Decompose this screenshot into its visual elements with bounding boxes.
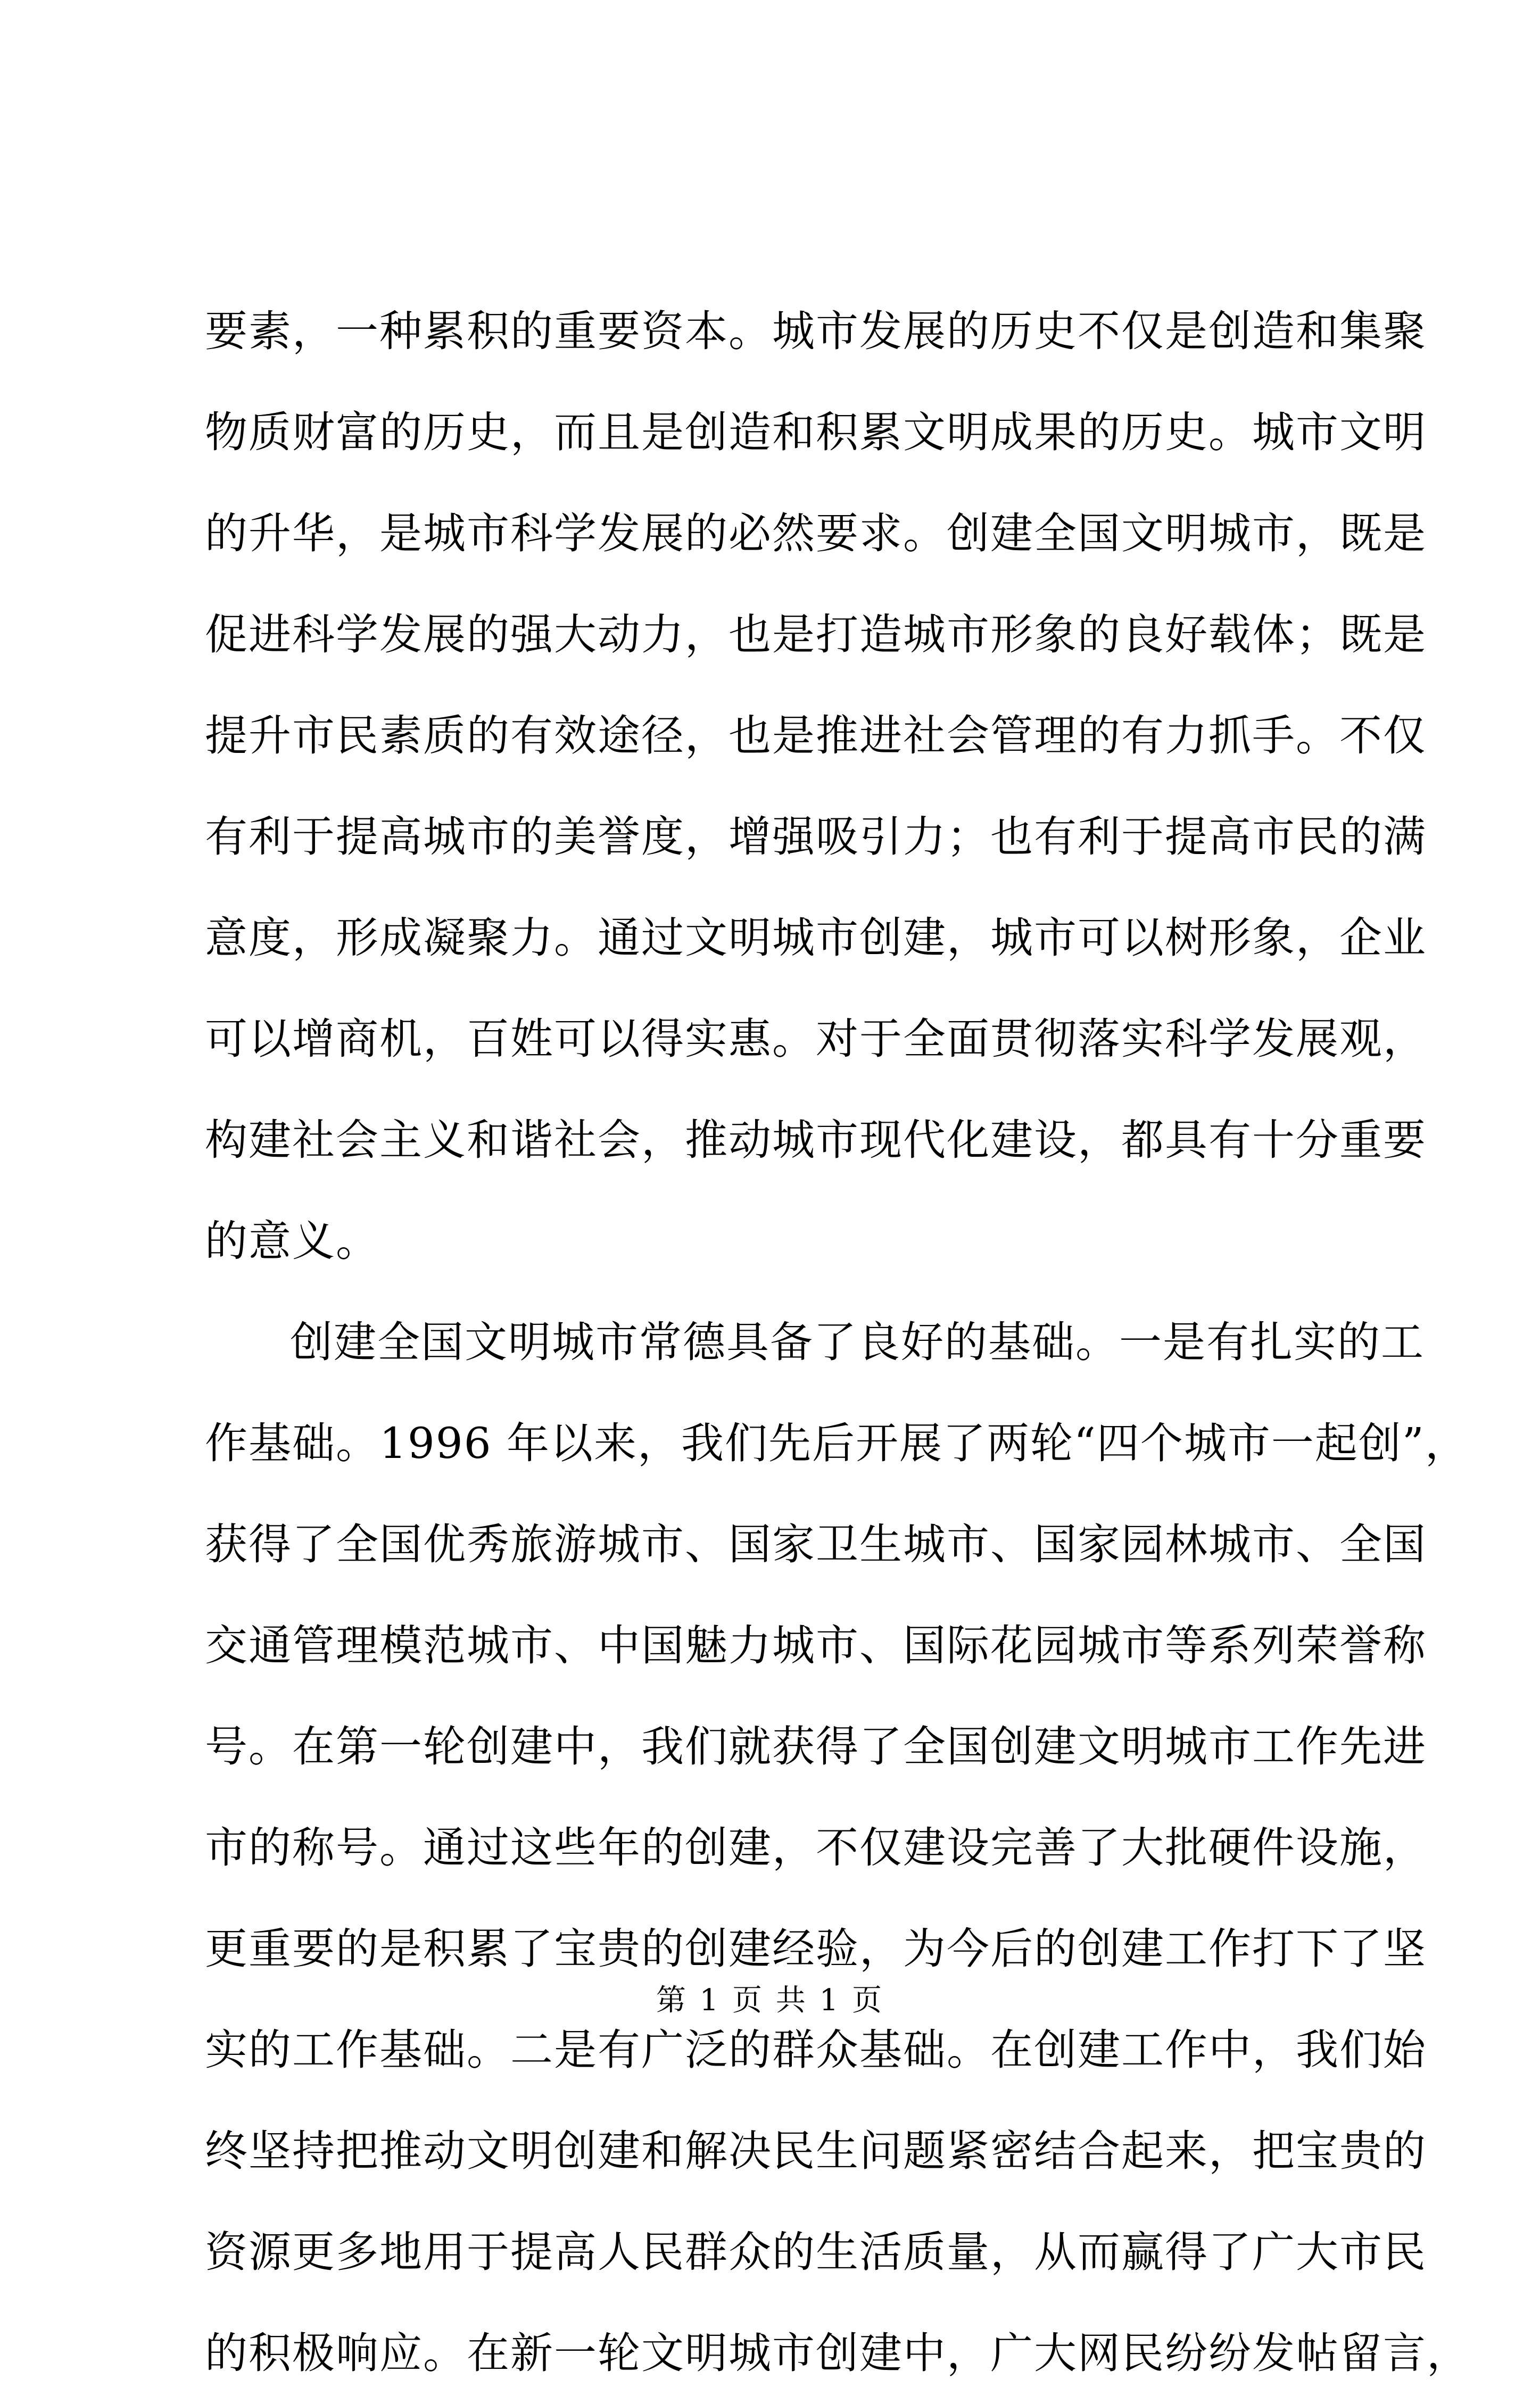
text-line: 的升华，是城市科学发展的必然要求。创建全国文明城市，既是 [205,509,1427,558]
text-line: 获得了全国优秀旅游城市、国家卫生城市、国家园林城市、全国 [205,1520,1427,1569]
text-line: 要素，一种累积的重要资本。城市发展的历史不仅是创造和集聚 [205,306,1427,356]
text-line: 的意义。 [205,1216,379,1266]
text-line: 市的称号。通过这些年的创建，不仅建设完善了大批硬件设施， [205,1823,1427,1872]
text-line: 促进科学发展的强大动力，也是打造城市形象的良好载体；既是 [205,610,1427,659]
text-line: 终坚持把推动文明创建和解决民生问题紧密结合起来，把宝贵的 [205,2126,1427,2176]
text-line: 实的工作基础。二是有广泛的群众基础。在创建工作中，我们始 [205,2025,1427,2075]
text-line: 可以增商机，百姓可以得实惠。对于全面贯彻落实科学发展观， [205,1014,1427,1064]
text-line: 号。在第一轮创建中，我们就获得了全国创建文明城市工作先进 [205,1722,1427,1771]
paragraph-first-line: 创建全国文明城市常德具备了良好的基础。一是有扎实的工 [290,1317,1425,1367]
text-line: 物质财富的历史，而且是创造和积累文明成果的历史。城市文明 [205,408,1427,457]
text-line: 交通管理模范城市、中国魅力城市、国际花园城市等系列荣誉称 [205,1621,1427,1670]
text-line: 资源更多地用于提高人民群众的生活质量，从而赢得了广大市民 [205,2227,1427,2277]
text-line: 构建社会主义和谐社会，推动城市现代化建设，都具有十分重要 [205,1115,1427,1165]
body-text [205,281,1470,2404]
page-number-footer: 第 1 页 共 1 页 [656,1983,884,2018]
text-line: 意度，形成凝聚力。通过文明城市创建，城市可以树形象，企业 [205,913,1427,963]
text-line: 作基础。1996 年以来，我们先后开展了两轮“四个城市一起创”， [205,1419,1469,1468]
text-line: 更重要的是积累了宝贵的创建经验，为今后的创建工作打下了坚 [205,1924,1427,1974]
text-line: 提升市民素质的有效途径，也是推进社会管理的有力抓手。不仅 [205,711,1427,760]
text-line: 的积极响应。在新一轮文明城市创建中，广大网民纷纷发帖留言， [205,2328,1470,2378]
text-line: 有利于提高城市的美誉度，增强吸引力；也有利于提高市民的满 [205,812,1427,861]
